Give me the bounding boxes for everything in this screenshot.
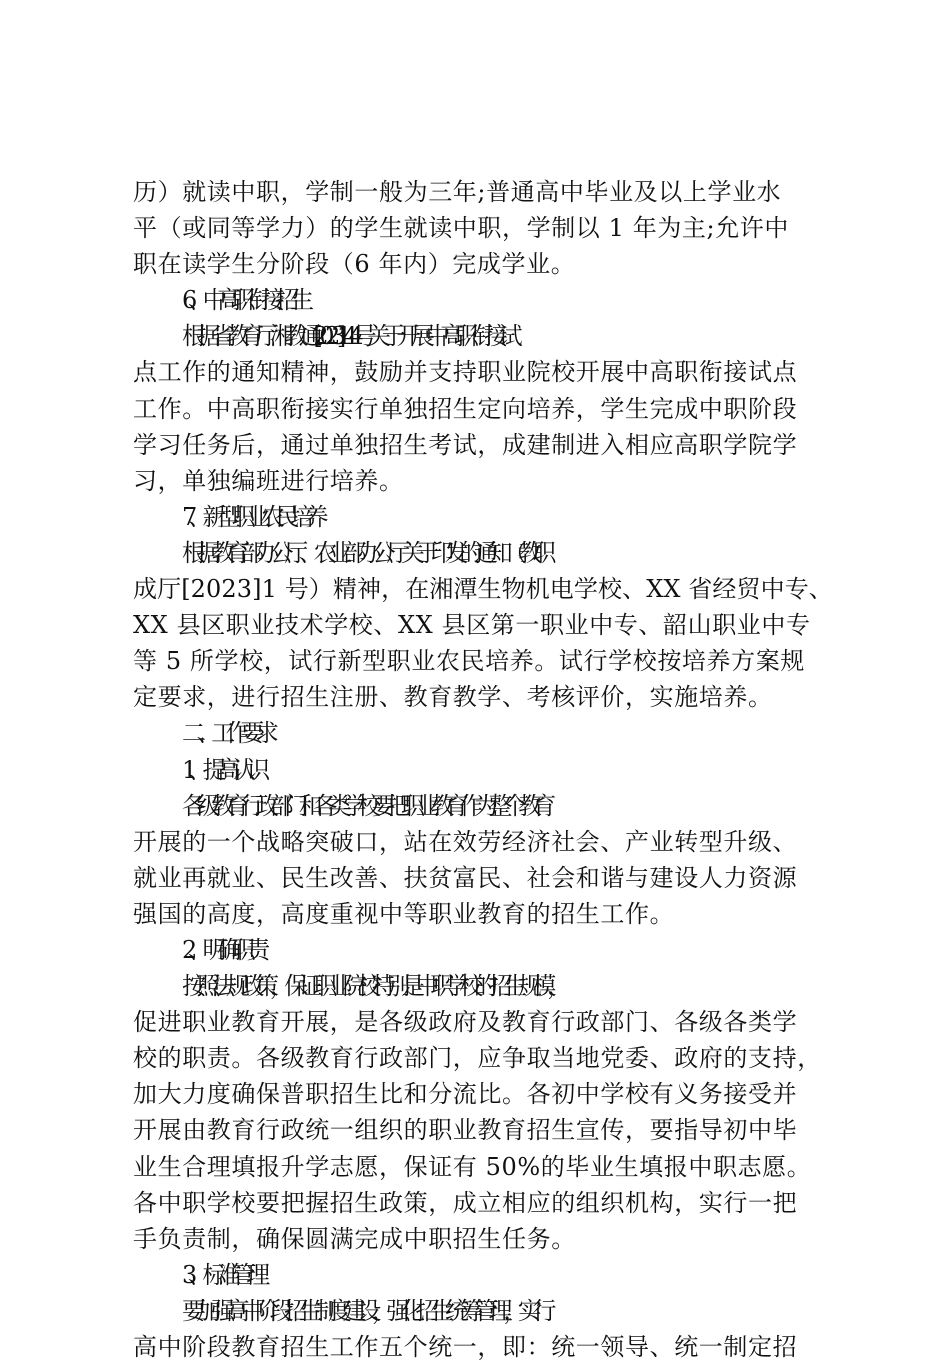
text-line: 平（或同等学力）的学生就读中职，学制以 1 年为主;允许中 bbox=[133, 214, 790, 243]
text-line: 加大力度确保普职招生比和分流比。各初中学校有义务接受并 bbox=[133, 1080, 798, 1109]
text-line: 二、工作要求 bbox=[182, 719, 270, 748]
text-line: 定要求，进行招生注册、教育教学、考核评价，实施培养。 bbox=[133, 683, 773, 712]
text-line: 6、中高职衔接招生 bbox=[182, 286, 305, 315]
text-line: 各中职学校要把握招生政策，成立相应的组织机构，实行一把 bbox=[133, 1188, 798, 1217]
text-line: 历）就读中职，学制一般为三年;普通高中毕业及以上学业水 bbox=[133, 178, 782, 206]
text-line: 成厅[2023]1 号）精神，在湘潭生物机电学校、XX 省经贸中专、 bbox=[133, 575, 833, 604]
text-line: 开展由教育行政统一组织的职业教育招生宣传，要指导初中毕 bbox=[133, 1116, 798, 1145]
text-line: 手负责制，确保圆满完成中职招生任务。 bbox=[133, 1224, 576, 1253]
text-line: 高中阶段教育招生工作五个统一，即：统一领导、统一制定招 bbox=[133, 1333, 798, 1361]
text-line: 根据教育部办公厅、农业部办公厅关于印发的通知（教职 bbox=[182, 538, 547, 567]
text-line: 习，单独编班进行培养。 bbox=[133, 466, 404, 495]
text-line: 根据省教育厅湘教通[2023]144 号关于开展中高职衔接试 bbox=[182, 322, 514, 351]
text-line: 点工作的通知精神，鼓励并支持职业院校开展中高职衔接试点 bbox=[133, 358, 798, 387]
text-line: 促进职业教育开展，是各级政府及教育行政部门、各级各类学 bbox=[133, 1008, 798, 1037]
text-line: 学习任务后，通过单独招生考试，成建制进入相应高职学院学 bbox=[133, 430, 798, 459]
text-line: 就业再就业、民生改善、扶贫富民、社会和谐与建设人力资源 bbox=[133, 863, 798, 892]
text-line: 1、提高认识 bbox=[182, 755, 261, 784]
text-line: XX 县区职业技术学校、XX 县区第一职业中专、韶山职业中专 bbox=[133, 611, 811, 640]
text-line: 3、标准管理 bbox=[182, 1260, 261, 1289]
text-line: 各级教育行政部门和各类学校要把职业教育作为整个教育 bbox=[182, 791, 547, 820]
text-line: 按照法规政策，保证职业院校特别是中职学校的招生规模， bbox=[182, 972, 562, 1001]
text-line: 职在读学生分阶段（6 年内）完成学业。 bbox=[133, 250, 576, 279]
text-line: 业生合理填报升学志愿，保证有 50%的毕业生填报中职志愿。 bbox=[133, 1152, 812, 1181]
document-body bbox=[133, 174, 833, 1365]
text-line: 等 5 所学校，试行新型职业农民培养。试行学校按培养方案规 bbox=[133, 647, 805, 676]
text-line: 强国的高度，高度重视中等职业教育的招生工作。 bbox=[133, 899, 675, 928]
text-line: 开展的一个战略突破口，站在效劳经济社会、产业转型升级、 bbox=[133, 827, 798, 856]
text-line: 校的职责。各级教育行政部门，应争取当地党委、政府的支持， bbox=[133, 1044, 822, 1073]
text-line: 工作。中高职衔接实行单独招生定向培养，学生完成中职阶段 bbox=[133, 394, 798, 423]
text-line: 7、新型职业农民培养 bbox=[182, 502, 320, 531]
text-line: 2、明确职责 bbox=[182, 935, 261, 964]
text-line: 要加强高中阶段招生制度建设，强化招生统筹管理，实行 bbox=[182, 1296, 547, 1325]
